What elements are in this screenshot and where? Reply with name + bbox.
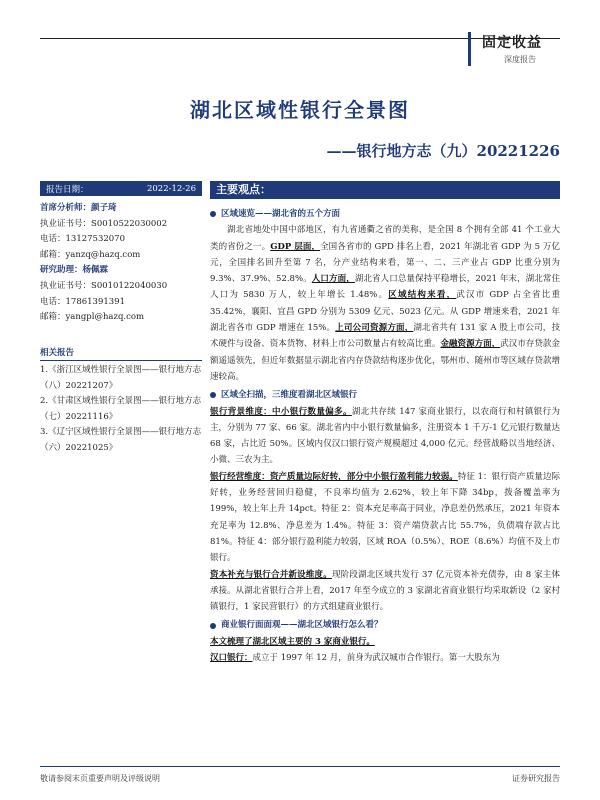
section-heading	[210, 617, 560, 633]
assistant-name: 杨佩霖	[82, 265, 109, 276]
main-points-title: 主要观点：	[210, 181, 560, 199]
text-run: 特征 1：银行资产质量边际好转，业务经营回归稳健，不良率均值为 2.62%，较上年下降 34bp，拨备覆盖率为 199%，较上年上升 14pct。特征 2：资本充足率高于同业，净息差仍然承压，2021 年资本充足率为 12.8%、净息差为 1.4%。特征 3：资产端贷款占比 55.7%，负债端存款占比 81%。特征 4：部分银行盈利能力较弱，区域 ROA（0.5%）、ROE（8.6%）均值不及上市银行。	[210, 471, 560, 564]
highlight-text: 银行背景维度：中小银行数量偏多。	[210, 406, 352, 417]
highlight-text: 银行经营维度：资产质量边际好转，部分中小银行盈利能力较弱。	[210, 471, 458, 482]
main-content	[210, 204, 560, 666]
highlight-text: GDP 层面，	[270, 241, 321, 252]
text-run: 湖北共存续 147 家商业银行，以农商行和村镇银行为主，分别为 77 家、66 家。湖北省内中小银行数量偏多，注册资本 1 千万-1 亿元银行数量达 68 家，占比近 50%。区域内仅汉口银行资产规模超过 4,000 亿元。经营战略以当地经济、小微、三农为主。	[210, 406, 560, 466]
doc-subtype: 深度报告	[504, 55, 536, 64]
bullet-dot-icon	[210, 623, 216, 629]
bullet-dot-icon	[210, 211, 216, 217]
related-report-item[interactable]: 1.《浙江区域性银行全景图——银行地方志（八）20221207》	[40, 365, 202, 391]
section-heading	[210, 387, 560, 403]
related-reports-rule	[40, 360, 202, 361]
report-subtitle: ——银行地方志（九）20221226	[326, 142, 560, 160]
analyst-phone: 电话：13127532070	[40, 234, 125, 245]
doc-type: 固定收益	[482, 35, 542, 51]
analyst-email[interactable]: 邮箱：yanzq@hazq.com	[40, 249, 141, 260]
analyst-row	[40, 201, 202, 217]
footer-label: 证券研究报告	[512, 774, 560, 783]
related-reports-list	[40, 363, 202, 457]
related-report-item[interactable]: 3.《辽宁区域性银行全景图——银行地方志（六）20221025》	[40, 427, 202, 453]
text-run: 湖北省共有 131 家 A 股上市公司，技术硬件与设备、资本货物、材料上市公司数量占有较高比重。	[210, 323, 560, 350]
assistant-phone: 电话：17861391391	[40, 296, 125, 307]
analyst-name: 颜子琦	[91, 203, 117, 213]
report-date-value: 2022-12-26	[146, 183, 196, 194]
assistant-row	[40, 263, 202, 279]
text-run: 武汉市存贷款金额遥遥领先，但近年数据显示湖北省内存贷款结构逐步优化，鄂州市、随州市等区域存贷款增速较高。	[210, 339, 560, 382]
bullet-dot-icon	[210, 392, 216, 398]
highlight-text: 金融资源方面，	[440, 339, 501, 350]
analyst-role: 首席分析师：	[40, 203, 92, 213]
header-accent-bar	[468, 32, 471, 66]
text-run: 全国各省市的 GPD 排名上看，2021 年湖北省 GDP 为 5 万亿元，全国排名回升至第 7 名，分产业结构来看，第一、二、三产业占 GDP 比重分别为 9.3%、37.9%、52.8%。	[210, 241, 560, 285]
report-title: 湖北区域性银行全景图	[190, 98, 410, 122]
text-run: 武汉市 GDP 占全省比重 35.42%，襄阳、宜昌 GPD 分别为 5309 亿元、5023 亿元。从 GDP 增速来看，2021 年湖北省各市 GDP 增速在 15%。	[210, 290, 560, 334]
text-run: 现阶段湖北区域共发行 37 亿元资本补充债券，由 8 家主体承接。从湖北省银行合并上看，2017 年至今成立的 3 家湖北省商业银行均采取新设（2 家村镇银行，1 家民营银行）的方式组建商业银行。	[210, 569, 560, 613]
paragraph	[210, 650, 560, 666]
analyst-cert: 执业证书号：S0010522030002	[40, 218, 168, 229]
paragraph	[210, 634, 560, 650]
paragraph	[210, 404, 560, 469]
section-heading-text: 区域全扫描，三维度看湖北区域银行	[221, 390, 358, 401]
text-run: 湖北省地处中国中部地区，有九省通衢之省的美称，是全国 8 个拥有全部 41 个工业大类的省份之一。	[210, 225, 560, 252]
highlight-text: 本文梳理了湖北区域主要的 3 家商业银行。	[210, 636, 375, 647]
assistant-cert: 执业证书号：S0010122040030	[40, 280, 168, 291]
assistant-role: 研究助理：	[40, 265, 83, 276]
related-reports-title: 相关报告	[40, 348, 75, 358]
footer-disclaimer: 敬请参阅末页重要声明及评级说明	[40, 774, 160, 783]
highlight-text: 汉口银行：	[210, 653, 253, 664]
report-date-label: 报告日期：	[46, 184, 89, 195]
text-run: 湖北省人口总量保持平稳增长，2021 年末，湖北常住人口为 5830 万人，较上年增长 1.48%。	[210, 274, 560, 301]
analyst-info	[40, 201, 202, 326]
section-heading-text: 区域速览——湖北省的五个方面	[221, 209, 341, 219]
text-run: 成立于 1997 年 12 月，前身为武汉城市合作银行。第一大股东为	[252, 653, 500, 664]
report-date-bar	[40, 181, 202, 196]
section-heading-text: 商业银行面面观——湖北区域银行怎么看？	[221, 620, 383, 631]
related-report-item[interactable]: 2.《甘肃区域性银行全景图——银行地方志（七）20221116》	[40, 396, 202, 422]
paragraph	[210, 567, 560, 616]
paragraph	[210, 469, 560, 567]
highlight-text: 上司公司资源方面，	[335, 323, 414, 334]
section-heading	[210, 206, 560, 222]
highlight-text: 人口方面，	[311, 274, 355, 285]
highlight-text: 区域结构来看，	[388, 290, 457, 301]
paragraph	[210, 222, 560, 385]
footer-rule	[40, 766, 560, 767]
highlight-text: 资本补充与银行合并新设维度。	[210, 569, 332, 580]
assistant-email[interactable]: 邮箱：yangpl@hazq.com	[40, 312, 145, 323]
